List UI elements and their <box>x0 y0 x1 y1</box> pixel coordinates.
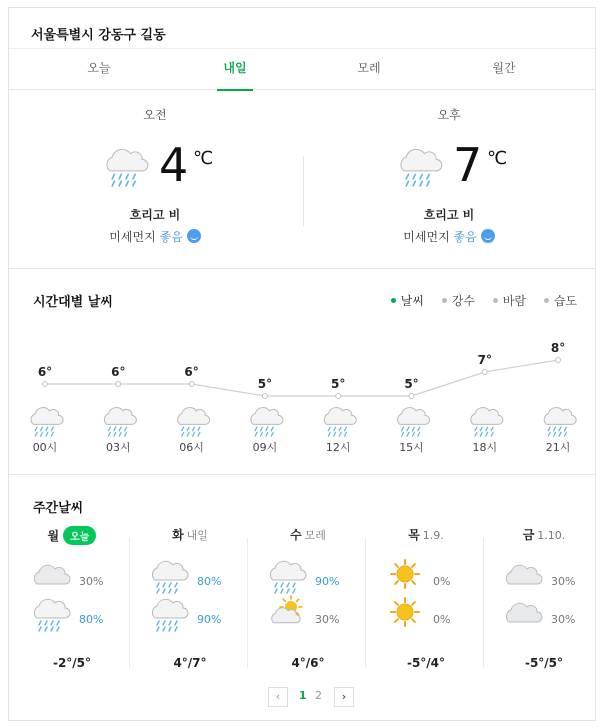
temp-range: -5°/5° <box>524 656 564 670</box>
temp-label: 7° <box>477 353 492 367</box>
temp-range: 4°/6° <box>291 656 325 670</box>
hour-label: 15시 <box>399 441 424 454</box>
cloud-icon <box>506 603 542 622</box>
location-title: 서울특별시 강동구 길동 <box>31 28 166 43</box>
weekly-day-name: 금 <box>522 528 535 542</box>
am-rain-chance: 90% <box>315 575 340 588</box>
am-rain-chance: 30% <box>79 575 104 588</box>
page-1[interactable]: 1 <box>299 689 307 702</box>
cloud-rain-icon <box>152 599 188 631</box>
temp-range: -2°/5° <box>52 656 92 670</box>
cloud-rain-icon <box>31 408 63 437</box>
dust-label: 미세먼지 <box>109 230 156 244</box>
cloud-rain-icon <box>107 149 148 185</box>
pm-rain-chance: 30% <box>551 613 576 626</box>
page-2[interactable]: 2 <box>315 689 322 702</box>
pm-rain-chance: 0% <box>433 613 451 626</box>
hour-label: 09시 <box>252 441 278 454</box>
pm-rain-chance: 30% <box>315 613 340 626</box>
hour-label: 03시 <box>105 441 131 454</box>
temp-label: 6° <box>111 365 126 379</box>
hour-label: 18시 <box>472 441 498 454</box>
dust-value: 좋음 <box>159 230 183 244</box>
temp-range: -5°/4° <box>406 656 446 670</box>
temp-point <box>43 382 48 387</box>
next-page-button[interactable]: › <box>334 687 354 707</box>
pm-unit: ℃ <box>487 148 508 169</box>
hour-label: 06시 <box>179 441 204 454</box>
pm-label: 오후 <box>437 108 461 122</box>
temp-label: 5° <box>404 377 419 391</box>
cloud-rain-icon <box>401 149 442 185</box>
am-label: 오전 <box>143 108 167 122</box>
temp-point <box>189 382 194 387</box>
temp-label: 6° <box>184 365 199 379</box>
sun-icon <box>391 598 419 626</box>
weekly-day-sub: 1.9. <box>422 529 444 542</box>
graphics-layer <box>9 8 595 722</box>
cloud-icon <box>34 565 70 584</box>
dust-value: 좋음 <box>453 230 477 244</box>
am-condition: 흐리고 비 <box>129 208 181 222</box>
weekly-day-name: 수 <box>290 528 302 542</box>
tab-monthly[interactable]: 월간 <box>492 61 516 75</box>
cloud-rain-icon <box>544 408 576 437</box>
weekly-day-name: 월 <box>47 529 60 543</box>
cloud-rain-icon <box>178 408 210 437</box>
temp-point <box>262 394 267 399</box>
temp-label: 5° <box>257 377 273 391</box>
weather-panel <box>8 7 596 721</box>
cloud-rain-icon <box>152 561 188 593</box>
am-rain-chance: 80% <box>197 575 222 588</box>
cloud-rain-icon <box>324 408 356 437</box>
prev-page-button[interactable]: ‹ <box>268 687 288 707</box>
pm-rain-chance: 80% <box>79 613 104 626</box>
weekly-day-sub: 모레 <box>304 529 326 542</box>
hour-label: 12시 <box>325 441 351 454</box>
weekly-day-name: 화 <box>172 528 184 542</box>
legend-rain[interactable]: 강수 <box>442 294 475 308</box>
cloud-rain-icon <box>471 408 503 437</box>
cloud-rain-icon <box>251 408 283 437</box>
cloud-rain-icon <box>34 599 70 631</box>
cloud-rain-icon <box>104 408 136 437</box>
pm-condition: 흐리고 비 <box>423 208 475 222</box>
temp-point <box>482 370 487 375</box>
hour-label: 00시 <box>32 441 58 454</box>
pm-temp: 7 <box>453 138 483 192</box>
sun-cloud-icon <box>272 596 302 623</box>
weekly-day-sub: 내일 <box>186 529 208 542</box>
tab-day-after[interactable]: 모레 <box>357 61 381 75</box>
weekly-title: 주간날씨 <box>33 501 84 516</box>
hour-label: 21시 <box>545 441 571 454</box>
weekly-day-sub: 1.10. <box>537 529 566 542</box>
temp-range: 4°/7° <box>173 656 207 670</box>
temp-point <box>556 358 561 363</box>
cloud-icon <box>506 565 542 584</box>
cloud-rain-icon <box>270 561 306 593</box>
tab-today[interactable]: 오늘 <box>87 61 111 75</box>
cloud-rain-icon <box>398 408 430 437</box>
hourly-title: 시간대별 날씨 <box>33 295 113 310</box>
weekly-day-name: 목 <box>408 528 420 542</box>
sun-icon <box>391 560 419 588</box>
am-rain-chance: 30% <box>551 575 576 588</box>
legend-weather[interactable]: 날씨 <box>391 294 424 308</box>
temp-label: 6° <box>37 365 53 379</box>
legend-humidity[interactable]: 습도 <box>544 294 577 308</box>
legend-wind[interactable]: 바람 <box>493 294 526 308</box>
temp-label: 5° <box>331 377 346 391</box>
today-badge: 오늘 <box>63 526 96 545</box>
temp-point <box>409 394 414 399</box>
tab-tomorrow[interactable]: 내일 <box>195 49 275 90</box>
pm-rain-chance: 90% <box>197 613 222 626</box>
am-rain-chance: 0% <box>433 575 451 588</box>
am-unit: ℃ <box>193 148 214 169</box>
dust-label: 미세먼지 <box>403 230 450 244</box>
temp-point <box>116 382 121 387</box>
am-temp: 4 <box>159 138 189 192</box>
temp-label: 8° <box>550 341 566 355</box>
temp-point <box>336 394 341 399</box>
